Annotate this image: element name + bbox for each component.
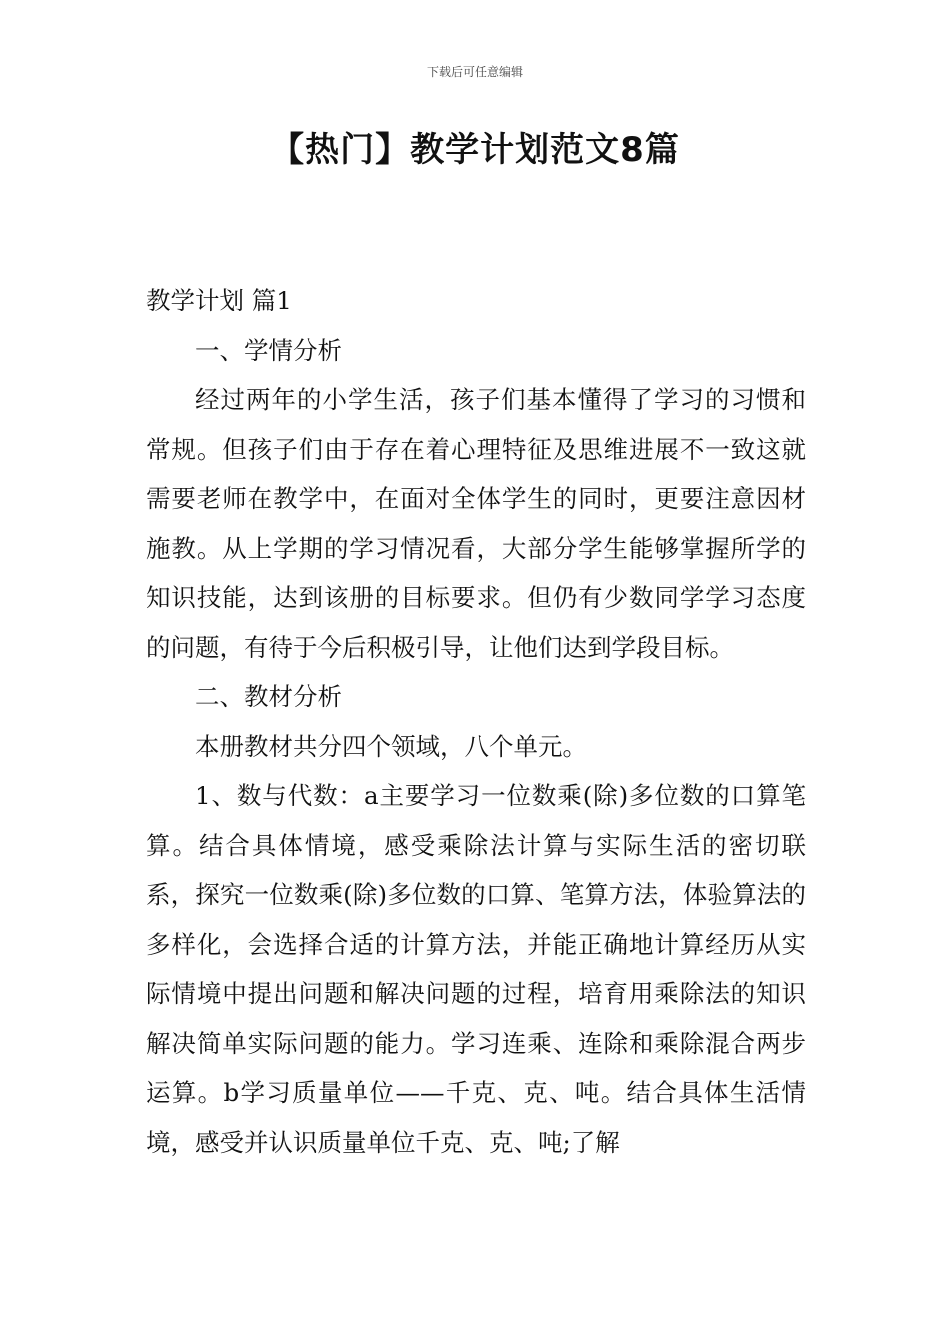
paragraph-numbers-algebra: 1、数与代数：a主要学习一位数乘(除)多位数的口算笔算。结合具体情境，感受乘除法计算与实际生活的密切联系，探究一位数乘(除)多位数的口算、笔算方法，体验算法的多样化，会选择合适的计算方法，并能正确地计算经历从实际情境中提出问题和解决问题的过程，培育用乘除法的知识解决简单实际问题的能力。学习连乘、连除和乘除混合两步运算。b学习质量单位——千克、克、吨。结合具体生活情境，感受并认识质量单位千克、克、吨;了解 — [146, 781, 806, 1157]
document-title: 【热门】教学计划范文8篇 — [270, 130, 680, 170]
section-heading: 教学计划 篇1 — [146, 286, 292, 315]
paragraph-textbook-overview: 本册教材共分四个领域，八个单元。 — [195, 731, 587, 761]
paragraph-learning-analysis: 经过两年的小学生活，孩子们基本懂得了学习的习惯和常规。但孩子们由于存在着心理特征及思维进展不一致这就需要老师在教学中，在面对全体学生的同时，更要注意因材施教。从上学期的学习情况看，大部分学生能够掌握所学的知识技能，达到该册的目标要求。但仍有少数同学学习态度的问题，有待于今后积极引导，让他们达到学段目标。 — [146, 385, 806, 662]
header-note: 下载后可任意编辑 — [426, 65, 523, 79]
subheading-textbook-analysis: 二、教材分析 — [195, 682, 342, 711]
subheading-learning-analysis: 一、学情分析 — [195, 335, 342, 365]
document-body — [146, 276, 806, 1167]
